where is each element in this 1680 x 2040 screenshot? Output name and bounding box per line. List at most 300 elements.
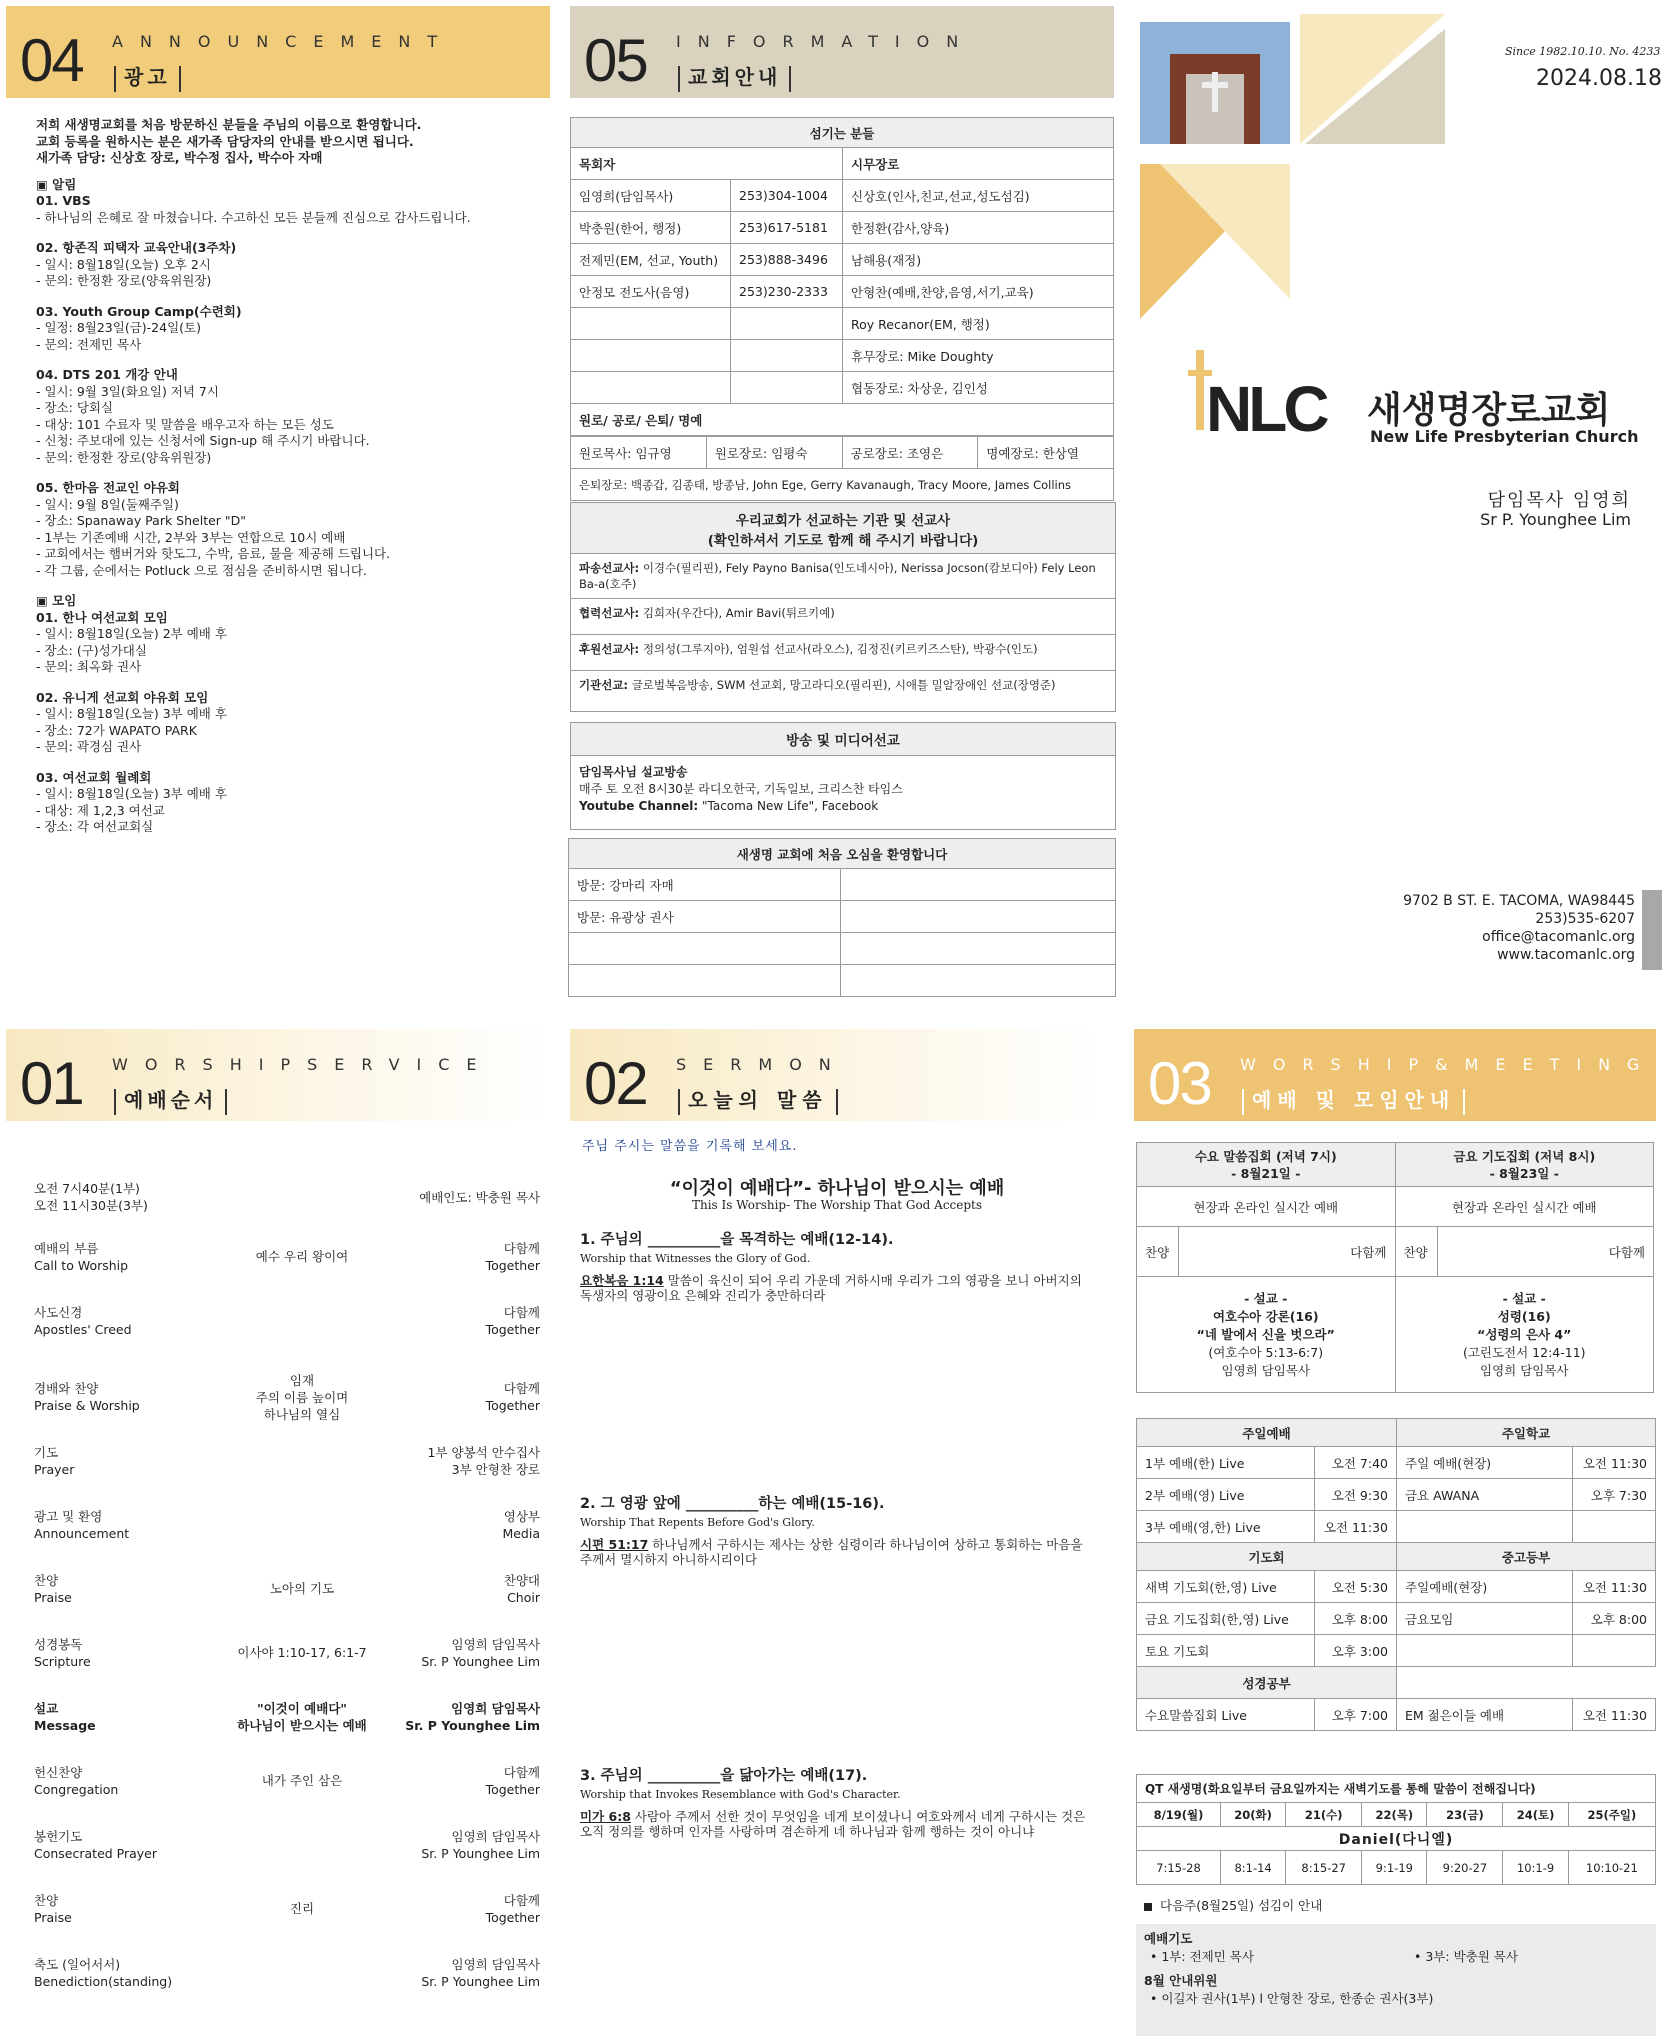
logo-cross <box>1196 350 1204 430</box>
qt-day: 23(금) <box>1427 1803 1503 1827</box>
worship-leader <box>370 1828 540 1862</box>
staff-row <box>571 276 1114 308</box>
worship-item <box>34 1572 194 1606</box>
section-number: 04 <box>20 27 83 94</box>
usher-list: • 이길자 권사(1부) l 안형찬 장로, 한종순 권사(3부) <box>1150 1991 1434 2006</box>
welcome-table <box>568 838 1116 997</box>
staff-row <box>571 244 1114 276</box>
sermon-line: (여호수아 5:13-6:7) <box>1208 1344 1324 1360</box>
spacer <box>36 756 556 770</box>
schedule-time <box>1573 1635 1656 1667</box>
meeting-header <box>1134 1029 1656 1121</box>
sermon-line: (고린도전서 12:4-11) <box>1462 1344 1586 1360</box>
phone: 253)535-6207 <box>1535 911 1635 927</box>
praise-leader: 다함께 <box>1179 1227 1396 1277</box>
elder-name: 신상호(인사,친교,선교,성도섬김) <box>843 180 1114 212</box>
worship-content-line: 진리 <box>289 1901 315 1916</box>
mission-label: 기관선교: <box>579 678 629 692</box>
elder-name: 휴무장로: Mike Doughty <box>843 340 1114 372</box>
section-number: 05 <box>584 27 647 94</box>
notice-line: - 일정: 8월23일(금)-24일(토) <box>36 320 201 335</box>
schedule-row <box>1137 1699 1656 1731</box>
worship-row <box>34 1700 540 1760</box>
worship-leader <box>370 1444 540 1478</box>
worship-item-en: Scripture <box>34 1654 91 1669</box>
leader-ko: 다함께 <box>503 1893 540 1908</box>
intro-line: 새가족 담당: 신상호 장로, 박수정 집사, 박수아 자매 <box>36 150 323 165</box>
schedule-name: 금요 기도집회(한,영) Live <box>1137 1603 1315 1635</box>
sermon-point <box>580 1232 1094 1303</box>
notice-line: - 일시: 9월 3일(화요일) 저녁 7시 <box>36 383 219 399</box>
worship-content-line: 이사야 1:10-17, 6:1-7 <box>237 1645 367 1660</box>
worship-item-ko: 예배의 부름 <box>34 1241 99 1256</box>
worship-row <box>34 1892 540 1952</box>
section-english-title: WORSHIPSERVICE <box>112 1055 494 1074</box>
staff-row <box>571 180 1114 212</box>
verse-reference: 요한복음 1:14 <box>580 1273 664 1288</box>
praise-label: 찬양 <box>1137 1227 1179 1277</box>
section-title: 오늘의 말씀 <box>670 1084 846 1115</box>
leader-en: Sr. P Younghee Lim <box>421 1974 540 1989</box>
worship-item <box>34 1508 194 1542</box>
verse-reference: 미가 6:8 <box>580 1809 631 1824</box>
mission-row <box>571 554 1115 599</box>
section-title: 교회안내 <box>670 61 799 92</box>
worship-leader: 예배인도: 박충원 목사 <box>419 1190 540 1205</box>
leader-en: Choir <box>507 1590 540 1605</box>
spacer <box>36 353 556 367</box>
media-subtitle: 담임목사님 설교방송 <box>579 765 688 779</box>
schedule-time: 오후 7:30 <box>1573 1479 1656 1511</box>
mission-text: 글로벌복음방송, SWM 선교회, 망고라디오(필리핀), 시애틀 밀알장애인 선교(장영준) <box>631 678 1056 692</box>
worship-item-ko: 사도신경 <box>34 1305 83 1320</box>
section-number: 02 <box>584 1050 647 1117</box>
elder-heading: 시무장로 <box>843 148 1114 180</box>
leader-ko: 영상부 <box>503 1509 540 1524</box>
worship-item-en: Congregation <box>34 1782 119 1797</box>
worship-leader <box>370 1700 540 1734</box>
pastor-name <box>571 340 731 372</box>
meeting-line: - 일시: 8월18일(오늘) 2부 예배 후 <box>36 626 227 641</box>
servants-box <box>1136 1924 1656 2036</box>
qt-reference: 8:15-27 <box>1286 1851 1362 1885</box>
announcement-body <box>36 117 556 836</box>
worship-leader <box>370 1508 540 1542</box>
pastor-phone: 253)304-1004 <box>731 180 843 212</box>
qt-reference: 8:1-14 <box>1220 1851 1285 1885</box>
pastor-name: 전제민(EM, 선교, Youth) <box>571 244 731 276</box>
section-title: 예배 및 모임안내 <box>1234 1084 1473 1115</box>
worship-row <box>34 1956 540 2016</box>
worship-content-line: 노아의 기도 <box>269 1581 335 1596</box>
logo-abbr: NLC <box>1206 373 1326 445</box>
schedule-name: 2부 예배(영) Live <box>1137 1479 1315 1511</box>
pastor-name <box>571 308 731 340</box>
worship-item <box>34 1636 194 1670</box>
pastor-phone: 253)888-3496 <box>731 244 843 276</box>
worship-item <box>34 1956 194 1990</box>
worship-item-en: Prayer <box>34 1462 75 1477</box>
leader-ko: 임영희 담임목사 <box>451 1701 540 1716</box>
notice-line: - 교회에서는 햄버거와 핫도그, 수박, 음료, 물을 제공해 드립니다. <box>36 546 391 561</box>
notice-title: 03. Youth Group Camp(수련회) <box>36 303 242 319</box>
meeting-title: 02. 유니게 선교회 야유회 모임 <box>36 689 209 705</box>
sermon-title-en: This Is Worship- The Worship That God Accepts <box>691 1198 983 1212</box>
section-number: 01 <box>20 1050 83 1117</box>
worship-content-line: 하나님이 받으시는 예배 <box>237 1718 367 1733</box>
usher-label: 8월 안내위원 <box>1144 1973 1218 1988</box>
point-verse <box>580 1537 1094 1567</box>
sermon-line: 임영희 담임목사 <box>1221 1362 1310 1378</box>
worship-item-ko: 광고 및 환영 <box>34 1509 103 1524</box>
spacer <box>36 466 556 480</box>
worship-item-en: Praise & Worship <box>34 1398 140 1413</box>
worship-header <box>6 1029 550 1121</box>
worship-item <box>34 1240 194 1274</box>
mission-label: 후원선교사: <box>579 642 640 656</box>
sermon-header <box>570 1029 1100 1121</box>
section-english-title: INFORMATION <box>676 32 976 51</box>
verse-text: 말씀이 육신이 되어 우리 가운데 거하시매 우리가 그의 영광을 보니 아버지의 독생자의 영광이요 은혜와 진리가 충만하더라 <box>580 1273 1082 1303</box>
worship-item-ko: 축도 (일어서서) <box>34 1957 121 1972</box>
worship-row <box>34 1240 540 1300</box>
worship-item-ko: 헌신찬양 <box>34 1765 83 1780</box>
schedule-time: 오후 3:00 <box>1315 1635 1397 1667</box>
leader-ko: 임영희 담임목사 <box>451 1829 540 1844</box>
schedule-heading: 중고등부 <box>1397 1543 1656 1571</box>
worship-row <box>34 1304 540 1364</box>
meeting-line: - 문의: 최옥화 권사 <box>36 659 142 674</box>
leader-en: Together <box>485 1910 540 1925</box>
worship-item-ko: 기도 <box>34 1445 59 1460</box>
spacer <box>36 167 556 177</box>
pastor-name: 안정모 전도사(음영) <box>571 276 731 308</box>
point-english: Worship that Witnesses the Glory of God. <box>580 1252 811 1265</box>
mission-text: 김희자(우간다), Amir Bavi(튀르키예) <box>642 606 835 620</box>
schedule-row <box>1137 1603 1656 1635</box>
worship-row <box>34 1373 540 1440</box>
schedule-time <box>1573 1511 1656 1543</box>
leader-en: Together <box>485 1782 540 1797</box>
cover-date: 2024.08.18 <box>1536 66 1662 91</box>
sermon-line: 여호수아 강론(16) <box>1212 1308 1319 1324</box>
leader-en: Together <box>485 1258 540 1273</box>
schedule-name: 주일예배(현장) <box>1397 1571 1573 1603</box>
worship-item-en: Message <box>34 1718 96 1733</box>
sermon-point <box>580 1496 1094 1567</box>
cover-since: Since 1982.10.10. No. 4233 <box>1505 45 1661 58</box>
leader-en: Media <box>502 1526 540 1541</box>
schedule-row <box>1137 1479 1656 1511</box>
pastor-name-en: Sr P. Younghee Lim <box>1480 510 1631 529</box>
emeritus-cell: 원로목사: 임규영 <box>571 437 707 469</box>
information-header <box>570 6 1114 98</box>
intro-line: 저희 새생명교회를 처음 방문하신 분들을 주님의 이름으로 환영합니다. <box>36 117 422 132</box>
meeting-line: - 일시: 8월18일(오늘) 3부 예배 후 <box>36 786 227 801</box>
schedule-name: 토요 기도회 <box>1137 1635 1315 1667</box>
service-times: 오전 7시40분(1부) 오전 11시30분(3부) <box>34 1181 148 1213</box>
schedule-heading: 주일학교 <box>1397 1419 1656 1447</box>
emeritus-cell: 공로장로: 조영은 <box>842 437 978 469</box>
leader-ko: 다함께 <box>503 1765 540 1780</box>
worship-leader <box>370 1240 540 1274</box>
friday-mode: 현장과 온라인 실시간 예배 <box>1395 1187 1654 1227</box>
notice-label: ▣ 알림 <box>36 176 77 192</box>
worship-item-en: Consecrated Prayer <box>34 1846 158 1861</box>
worship-leader <box>370 1764 540 1798</box>
notice-title: 04. DTS 201 개강 안내 <box>36 367 178 382</box>
worship-item-ko: 설교 <box>34 1701 59 1716</box>
schedule-row <box>1137 1635 1656 1667</box>
schedule-heading: 성경공부 <box>1137 1667 1397 1699</box>
verse-reference: 시편 51:17 <box>580 1537 649 1552</box>
staff-row <box>571 340 1114 372</box>
friday-heading: 금요 기도집회 (저녁 8시) - 8월23일 - <box>1395 1143 1654 1187</box>
pastor-name-ko: 담임목사 임영희 <box>1487 490 1631 511</box>
worship-row <box>34 1636 540 1696</box>
worship-content-line: 주의 이름 높이며 <box>255 1390 349 1405</box>
wednesday-mode: 현장과 온라인 실시간 예배 <box>1137 1187 1396 1227</box>
elder-name: 안형찬(예배,찬양,음영,서기,교육) <box>843 276 1114 308</box>
schedule-time: 오전 11:30 <box>1573 1699 1656 1731</box>
schedule-row <box>1137 1447 1656 1479</box>
next-week-heading: 다음주(8월25일) 섬김이 안내 <box>1144 1896 1322 1914</box>
worship-item-ko: 봉헌기도 <box>34 1829 83 1844</box>
sermon-line: 성령(16) <box>1497 1308 1551 1324</box>
qt-book: Daniel(다니엘) <box>1137 1827 1656 1851</box>
schedule-name: 주일 예배(현장) <box>1397 1447 1573 1479</box>
website: www.tacomanlc.org <box>1497 947 1635 963</box>
prayer-label: 예배기도 <box>1144 1931 1193 1946</box>
sermon-line: - 설교 - <box>1502 1290 1546 1306</box>
meeting-title: 03. 여선교회 월례회 <box>36 769 152 785</box>
pastor-phone <box>731 340 843 372</box>
spacer <box>36 290 556 304</box>
worship-item-en: Praise <box>34 1910 72 1925</box>
pastor-name: 박충원(한어, 행정) <box>571 212 731 244</box>
schedule-heading: 기도회 <box>1137 1543 1397 1571</box>
qt-day: 20(화) <box>1220 1803 1285 1827</box>
mission-title: 우리교회가 선교하는 기관 및 선교사 (확인하셔서 기도로 함께 해 주시기 바랍니다) <box>571 503 1115 554</box>
retired-elders: 은퇴장로: 백종갑, 김종태, 방종남, John Ege, Gerry Kavanaugh, Tracy Moore, James Collins <box>571 469 1114 501</box>
worship-content-line: 임재 <box>289 1373 315 1388</box>
qt-table <box>1136 1774 1656 1885</box>
notice-line: - 하나님의 은혜로 잘 마쳤습니다. 수고하신 모든 분들께 진심으로 감사드립니다. <box>36 209 471 225</box>
leader-ko: 다함께 <box>503 1241 540 1256</box>
worship-item-en: Praise <box>34 1590 72 1605</box>
pastor-phone <box>731 308 843 340</box>
schedule-time: 오후 8:00 <box>1573 1603 1656 1635</box>
pastor-name: 임영희(담임목사) <box>571 180 731 212</box>
worship-content-line: 예수 우리 왕이여 <box>255 1249 349 1264</box>
staff-title: 섬기는 분들 <box>571 118 1114 148</box>
pastor-phone <box>731 372 843 404</box>
leader-en: 3부 안형찬 장로 <box>451 1462 540 1477</box>
schedule-heading: 주일예배 <box>1137 1419 1397 1447</box>
section-title: 예배순서 <box>106 1084 235 1115</box>
notice-line: - 1부는 기존예배 시간, 2부와 3부는 연합으로 10시 예배 <box>36 529 346 545</box>
schedule-name <box>1397 1511 1573 1543</box>
sermon-line: 임영희 담임목사 <box>1480 1362 1569 1378</box>
leader-ko: 임영희 담임목사 <box>451 1957 540 1972</box>
cover-graphic <box>1140 14 1560 324</box>
staff-row <box>571 372 1114 404</box>
spacer <box>36 676 556 690</box>
announcement-header <box>6 6 550 98</box>
worship-item-en: Benediction(standing) <box>34 1974 173 1989</box>
notice-line: - 대상: 101 수료자 및 말씀을 배우고자 하는 모든 성도 <box>36 416 334 432</box>
qt-day: 21(수) <box>1286 1803 1362 1827</box>
email: office@tacomanlc.org <box>1482 929 1635 945</box>
notice-line: - 장소: 당회실 <box>36 400 114 415</box>
leader-ko: 다함께 <box>503 1381 540 1396</box>
weekday-service-table <box>1136 1142 1654 1393</box>
staff-row <box>571 212 1114 244</box>
worship-item <box>34 1828 194 1862</box>
pastor-name <box>571 372 731 404</box>
verse-text: 사람아 주께서 선한 것이 무엇임을 네게 보이셨나니 여호와께서 네게 구하시는 것은 오직 정의를 행하며 인자를 사랑하며 겸손하게 네 하나님과 함께 행하는 것이 아니냐 <box>580 1809 1086 1839</box>
worship-content-line: 내가 주인 삼은 <box>261 1773 343 1788</box>
schedule-name: 금요 AWANA <box>1397 1479 1573 1511</box>
church-name-en: New Life Presbyterian Church <box>1370 427 1639 446</box>
worship-item <box>34 1764 194 1798</box>
elder-name: 남해용(재정) <box>843 244 1114 276</box>
contact-info <box>1360 892 1635 964</box>
point-heading: 1. 주님의 __________을 목격하는 예배(12-14). <box>580 1232 894 1248</box>
worship-row <box>34 1508 540 1568</box>
emeritus-table <box>570 436 1114 501</box>
schedule-table <box>1136 1418 1656 1731</box>
praise-label: 찬양 <box>1395 1227 1437 1277</box>
section-number: 03 <box>1148 1050 1211 1117</box>
notice-title: 01. VBS <box>36 193 91 208</box>
worship-content-line: "이것이 예배다" <box>257 1701 347 1716</box>
schedule-name: 새벽 기도회(한,영) Live <box>1137 1571 1315 1603</box>
worship-item-en: Announcement <box>34 1526 130 1541</box>
schedule-time: 오전 11:30 <box>1573 1447 1656 1479</box>
notice-line: - 문의: 한정환 장로(양육위원장) <box>36 273 212 288</box>
leader-en: Sr. P Younghee Lim <box>421 1654 540 1669</box>
worship-item-ko: 찬양 <box>34 1573 59 1588</box>
section-english-title: SERMON <box>676 1055 848 1074</box>
visitor: 방문: 강마리 자매 <box>569 869 841 901</box>
schedule-time: 오전 7:40 <box>1315 1447 1397 1479</box>
media-box <box>570 722 1116 830</box>
mission-text: 이경수(필리핀), Fely Payno Banisa(인도네시아), Nerissa Jocson(캄보디아) Fely Leon Ba-a(호주) <box>579 561 1096 591</box>
mission-text: 정의성(그루지아), 엄원섭 선교사(라오스), 김정진(키르키즈스탄), 박광수(인도) <box>642 642 1038 656</box>
schedule-name: 수요말씀집회 Live <box>1137 1699 1315 1731</box>
spacer <box>36 579 556 593</box>
qt-reference: 9:20-27 <box>1427 1851 1503 1885</box>
schedule-time: 오전 11:30 <box>1573 1571 1656 1603</box>
leader-ko: 다함께 <box>503 1305 540 1320</box>
section-title: 광고 <box>106 61 189 92</box>
leader-en: Together <box>485 1398 540 1413</box>
church-name-ko: 새생명장로교회 <box>1367 390 1611 431</box>
worship-item-ko: 찬양 <box>34 1893 59 1908</box>
worship-item <box>34 1444 194 1478</box>
worship-leader <box>370 1572 540 1606</box>
welcome-title: 새생명 교회에 처음 오심을 환영합니다 <box>569 839 1116 869</box>
worship-item-en: Apostles' Creed <box>34 1322 132 1337</box>
worship-row <box>34 1444 540 1504</box>
worship-row <box>34 1764 540 1824</box>
point-english: Worship that Invokes Resemblance with God's Character. <box>580 1788 901 1801</box>
section-english-title: ANNOUNCEMENT <box>112 32 455 51</box>
worship-leader <box>370 1380 540 1414</box>
elder-name: 한정환(감사,양육) <box>843 212 1114 244</box>
friday-sermon <box>1395 1277 1654 1393</box>
address: 9702 B ST. E. TACOMA, WA98445 <box>1403 893 1635 909</box>
sermon-point <box>580 1768 1094 1839</box>
schedule-name: 금요모임 <box>1397 1603 1573 1635</box>
qt-reference: 10:1-9 <box>1503 1851 1568 1885</box>
notice-line: - 문의: 전제민 목사 <box>36 336 142 352</box>
youtube-label: Youtube Channel: <box>579 799 699 813</box>
elder-name: Roy Recanor(EM, 행정) <box>843 308 1114 340</box>
meeting-title: 01. 한나 여선교회 모임 <box>36 609 168 625</box>
mission-row <box>571 599 1115 635</box>
notice-line: - 일시: 8월18일(오늘) 오후 2시 <box>36 256 211 272</box>
schedule-heading-empty <box>1397 1667 1656 1699</box>
pastor-heading: 목회자 <box>571 148 843 180</box>
emeritus-heading: 원로/ 공로/ 은퇴/ 명예 <box>571 404 1114 436</box>
meeting-label: ▣ 모임 <box>36 593 77 608</box>
sermon-line: - 설교 - <box>1244 1290 1288 1306</box>
praise-leader: 다함께 <box>1437 1227 1654 1277</box>
wednesday-sermon <box>1137 1277 1396 1393</box>
point-english: Worship That Repents Before God's Glory. <box>580 1516 815 1529</box>
qt-reference: 7:15-28 <box>1137 1851 1221 1885</box>
intro-line: 교회 등록을 원하시는 분은 새가족 담당자의 안내를 받으시면 됩니다. <box>36 133 414 149</box>
worship-row <box>34 1828 540 1888</box>
verse-text: 하나님께서 구하시는 제사는 상한 심령이라 하나님이여 상하고 통회하는 마음을 주께서 멸시하지 아니하시리이다 <box>580 1537 1083 1567</box>
qt-reference: 10:10-21 <box>1568 1851 1655 1885</box>
meeting-line: - 장소: 각 여선교회실 <box>36 819 154 834</box>
media-schedule: 매주 토 오전 8시30분 라디오한국, 기독일보, 크리스찬 타임스 <box>579 782 903 796</box>
schedule-name <box>1397 1635 1573 1667</box>
schedule-time: 오전 5:30 <box>1315 1571 1397 1603</box>
worship-item <box>34 1380 194 1414</box>
notice-line: - 문의: 한정환 장로(양육위원장) <box>36 449 212 465</box>
notice-line: - 신청: 주보대에 있는 신청서에 Sign-up 해 주시기 바랍니다. <box>36 433 370 448</box>
worship-leader <box>370 1636 540 1670</box>
qt-day: 25(주일) <box>1568 1803 1655 1827</box>
worship-row <box>34 1572 540 1632</box>
mission-box <box>570 502 1116 712</box>
schedule-row <box>1137 1511 1656 1543</box>
point-heading: 3. 주님의 __________을 닮아가는 예배(17). <box>580 1768 868 1784</box>
mission-label: 파송선교사: <box>579 561 640 575</box>
mission-label: 협력선교사: <box>579 606 640 620</box>
leader-en: Sr. P Younghee Lim <box>421 1846 540 1861</box>
elder-name: 협동장로: 차상운, 김인성 <box>843 372 1114 404</box>
mission-row <box>571 671 1115 707</box>
schedule-row <box>1137 1571 1656 1603</box>
notice-line: - 장소: Spanaway Park Shelter "D" <box>36 513 247 528</box>
wednesday-heading: 수요 말씀집회 (저녁 7시) - 8월21일 - <box>1137 1143 1396 1187</box>
sermon-line: “성령의 은사 4” <box>1477 1326 1572 1342</box>
pastor-phone: 253)230-2333 <box>731 276 843 308</box>
worship-item <box>34 1304 194 1338</box>
meeting-line: - 장소: (구)성가대실 <box>36 642 147 658</box>
staff-table <box>570 117 1114 436</box>
meeting-line: - 문의: 곽경심 권사 <box>36 739 142 754</box>
sermon-line: “네 발에서 신을 벗으라” <box>1196 1326 1335 1342</box>
worship-item-ko: 경배와 찬양 <box>34 1381 99 1396</box>
notice-line: - 일시: 9월 8일(둘째주일) <box>36 496 179 512</box>
sermon-note: 주님 주시는 말씀을 기록해 보세요. <box>582 1139 798 1154</box>
